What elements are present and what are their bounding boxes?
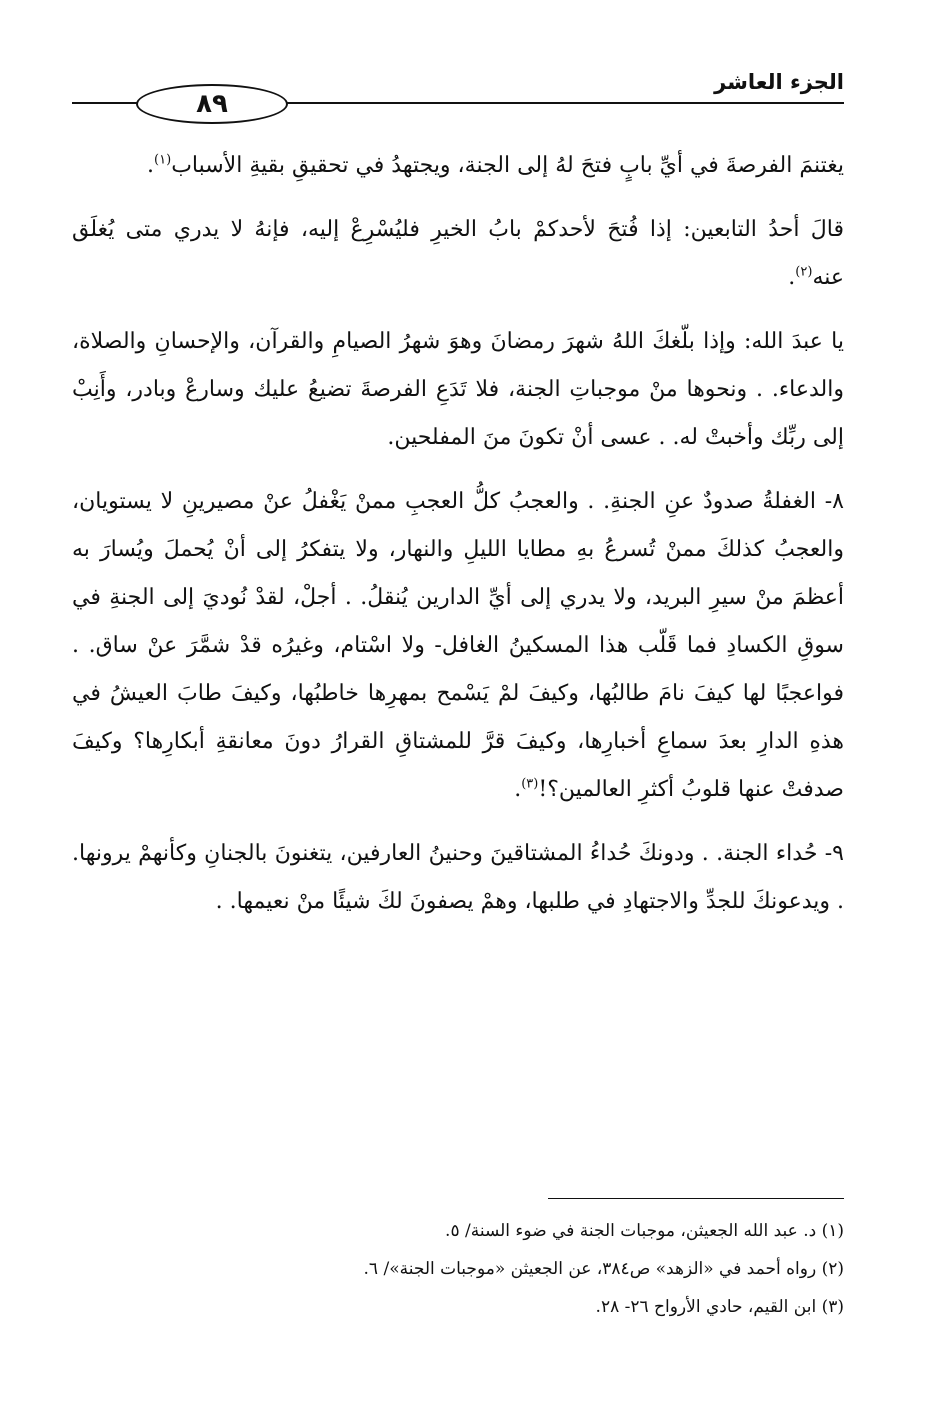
paragraph-text: ٩- حُداء الجنة. . ودونكَ حُداءُ المشتاقينَ وحنينُ العارفين، يتغنونَ بالجنانِ وكأنهمْ يرونها. . ويدعونكَ للجدِّ والاجتهادِ في طلبها، وهمْ يصفونَ لكَ شيئًا منْ نعيمها. . [72, 841, 844, 914]
paragraph-5 [72, 830, 844, 926]
footnote-1: (١) د. عبد الله الجعيثن، موجبات الجنة في ضوء السنة/ ٥. [445, 1221, 844, 1241]
page-number-oval: ٨٩ [136, 84, 288, 124]
paragraph-text: ٨- الغفلةُ صدودٌ عنِ الجنةِ. . والعجبُ كلُّ العجبِ ممنْ يَغْفلُ عنْ مصيرينِ لا يستويان، والعجبُ كذلكَ ممنْ تُسرعُ بهِ مطايا الليلِ والنهار، ولا يتفكرُ إلى أنْ يُحملَ ويُسارَ به أعظمَ منْ سيرِ البريد، ولا يدري إلى أيِّ الدارين يُنقلُ. . أجلْ، لقدْ نُوديَ إلى الجنةِ في سوقِ الكسادِ فما قَلّب هذا المسكينُ الغافل- ولا اسْتام، وغيرُه قدْ شمَّرَ عنْ ساق. . فواعجبًا لها كيفَ نامَ طالبُها، وكيفَ لمْ يَسْمح بمهرِها خاطبُها، وكيفَ طابَ العيشُ في هذهِ الدارِ بعدَ سماعِ أخبارِها، وكيفَ قرَّ للمشتاقِ القرارُ دونَ معانقةِ أبكارِها؟ وكيفَ صدفتْ عنها قلوبُ أكثرِ العالمين؟! [72, 489, 844, 802]
footnote-3: (٣) ابن القيم، حادي الأرواح ٢٦- ٢٨. [595, 1297, 844, 1317]
paragraph-text: يغتنمَ الفرصةَ في أيِّ بابٍ فتحَ لهُ إلى الجنة، ويجتهدُ في تحقيقِ بقيةِ الأسباب [171, 153, 844, 178]
paragraph-end: . [514, 777, 522, 802]
paragraph-2 [72, 206, 844, 302]
page-header [72, 62, 844, 132]
footnote-reference: (٢) [795, 264, 813, 280]
paragraph-1 [72, 142, 844, 190]
paragraph-end: . [788, 265, 796, 290]
paragraph-text: يا عبدَ الله: وإذا بلّغكَ اللهُ شهرَ رمضانَ وهوَ شهرُ الصيامِ والقرآن، والإحسانِ والصلاة، والدعاء. . ونحوها منْ موجباتِ الجنة، فلا تَدَعِ الفرصةَ تضيعُ عليك وسارعْ وبادر، وأَنِبْ إلى ربِّك وأخبتْ له. . عسى أنْ تكونَ منَ المفلحين. [72, 329, 845, 450]
paragraph-text: قالَ أحدُ التابعين: إذا فُتحَ لأحدكمْ بابُ الخيرِ فليُسْرِعْ إليه، فإنهُ لا يدري متى يُغلَق عنه [72, 217, 844, 290]
footnote-reference: (١) [154, 152, 172, 168]
running-title: الجزء العاشر [714, 70, 844, 94]
paragraph-3 [72, 318, 844, 462]
paragraph-4 [72, 478, 844, 814]
footnotes [72, 1212, 844, 1326]
paragraph-end: . [147, 153, 155, 178]
footnote-separator [548, 1198, 844, 1199]
footnote-reference: (٣) [521, 776, 539, 792]
footnote-2: (٢) رواه أحمد في «الزهد» ص٣٨٤، عن الجعيثن «موجبات الجنة»/ ٦. [363, 1259, 844, 1279]
main-text [72, 142, 844, 942]
